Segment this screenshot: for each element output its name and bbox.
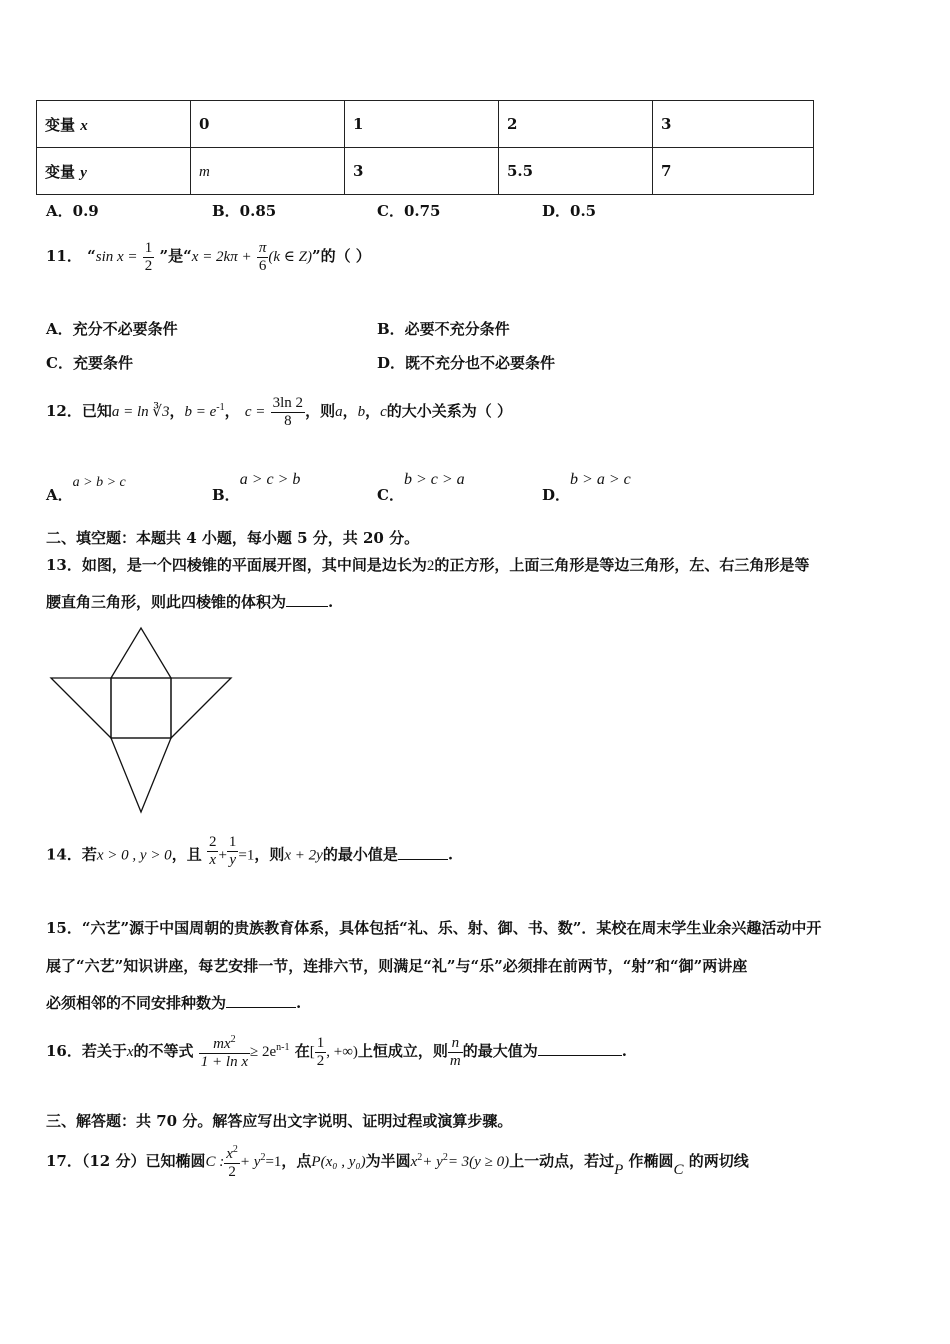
q10-option-c[interactable]: C．0.75 — [377, 202, 441, 220]
table-cell: 变量 y — [37, 148, 191, 195]
q15-line3: 必须相邻的不同安排种数为 . — [46, 994, 302, 1012]
q11-stem: 11． “sin x = $\frac{1}{2}$ ”是“x = 2kπ + $\frac{\pi}{6}$ (k ∈ Z)”的（ ） — [46, 240, 371, 274]
center-square — [111, 678, 171, 738]
q13-line1: 13．如图，是一个四棱锥的平面展开图，其中间是边长为2的正方形，上面三角形是等边三角形，左、右三角形是等 — [46, 556, 810, 574]
variable-table — [36, 100, 814, 195]
table-cell: m — [191, 148, 345, 195]
q17-stem: 17．（12 分）已知椭圆C : $\frac{x^2}{2}$ + $y^2=1$，点P(x₀ , y₀)为半圆$x^2+ y^2= 3(y \ge 0)$上一动点，若过P 作椭圆C 的两切线 — [46, 1144, 749, 1180]
left-isosceles-right-triangle — [51, 678, 111, 738]
q10-option-b[interactable]: B．0.85 — [212, 202, 277, 220]
table-cell: 3 — [345, 148, 499, 195]
section-heading-fill-in: 二、填空题：本题共 4 小题，每小题 5 分，共 20 分。 — [46, 529, 420, 547]
q11-option-c[interactable]: C．充要条件 — [46, 354, 133, 372]
q11-option-d[interactable]: D．既不充分也不必要条件 — [377, 354, 556, 372]
answer-blank[interactable] — [538, 1055, 622, 1056]
bottom-triangle — [111, 738, 171, 812]
answer-blank[interactable] — [286, 606, 328, 607]
section-heading-solutions: 三、解答题：共 70 分。解答应写出文字说明、证明过程或演算步骤。 — [46, 1112, 513, 1130]
q16-stem: 16．若关于x的不等式 $\frac{mx^2}{\text{1 + ln x}}$ ≥ $2e^{n-1}$ 在[ $\frac{1}{2}$ , +∞)上恒成立，则 $\frac{n}{m}$ 的最大值为 . — [46, 1034, 627, 1070]
table-cell: 1 — [345, 101, 499, 148]
table-cell: 变量 x — [37, 101, 191, 148]
table-cell: 2 — [499, 101, 653, 148]
q15-line2: 展了“六艺”知识讲座，每艺安排一节，连排六节，则满足“礼”与“乐”必须排在前两节，“射”和“御”两讲座 — [46, 957, 748, 975]
q15-line1: 15．“六艺”源于中国周朝的贵族教育体系，具体包括“礼、乐、射、御、书、数”．某校在周末学生业余兴趣活动中开 — [46, 919, 822, 937]
table-cell: 3 — [653, 101, 814, 148]
top-equilateral-triangle — [111, 628, 171, 678]
q11-option-a[interactable]: A．充分不必要条件 — [46, 320, 178, 338]
table-cell: 5.5 — [499, 148, 653, 195]
q10-option-a[interactable]: A．0.9 — [46, 202, 99, 220]
answer-blank[interactable] — [398, 859, 448, 860]
table-row — [37, 101, 814, 148]
q11-option-b[interactable]: B．必要不充分条件 — [377, 320, 510, 338]
right-isosceles-right-triangle — [171, 678, 231, 738]
q12-option-c[interactable]: C．b > c > a — [377, 471, 465, 504]
q13-line2: 腰直角三角形，则此四棱锥的体积为 . — [46, 593, 334, 611]
q10-option-d[interactable]: D．0.5 — [542, 202, 597, 220]
table-cell: 7 — [653, 148, 814, 195]
table-row — [37, 148, 814, 195]
q12-option-b[interactable]: B．a > c > b — [212, 471, 301, 504]
q12-option-d[interactable]: D．b > a > c — [542, 471, 631, 504]
answer-blank[interactable] — [226, 1007, 296, 1008]
q14-stem: 14．若x > 0 , y > 0，且 $\frac{2}{x}$ + $\frac{1}{y}$ =1，则x + 2y的最小值是 . — [46, 834, 454, 868]
table-cell: 0 — [191, 101, 345, 148]
pyramid-net-figure — [48, 624, 238, 816]
q12-stem: 12．已知a = ln ∛3，$b = e^{-1}$， c = $\frac{3\ln 2}{8}$ ，则a，b，c的大小关系为（ ） — [46, 395, 513, 429]
q12-option-a[interactable]: A．a > b > c — [46, 475, 126, 504]
